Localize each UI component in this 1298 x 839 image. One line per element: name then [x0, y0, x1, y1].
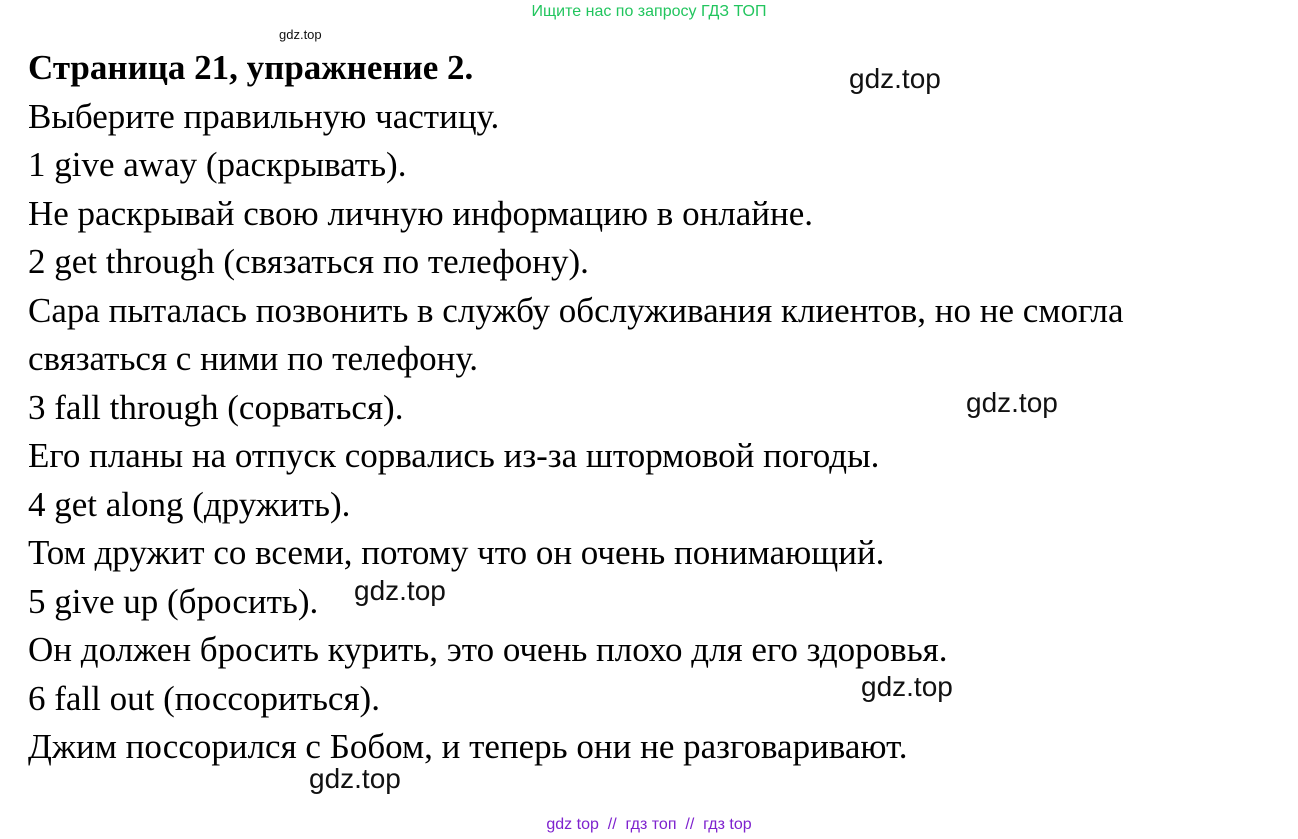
- item-1-phrase: 1 give away (раскрывать).: [28, 145, 407, 184]
- exercise-instruction: Выберите правильную частицу.: [28, 96, 500, 136]
- watermark: gdz.top: [849, 63, 941, 94]
- item-4-sentence: Том дружит со всеми, потому что он очень понимающий.: [28, 533, 885, 572]
- item-6-sentence: Джим поссорился с Бобом, и теперь они не разговаривают.: [28, 727, 908, 766]
- item-2-sentence-part-1: Сара пыталась позвонить в службу обслуживания клиентов, но не смогла: [28, 290, 1124, 330]
- item-3-sentence: Его планы на отпуск сорвались из-за штормовой погоды.: [28, 436, 880, 475]
- item-6-phrase: 6 fall out (поссориться).: [28, 678, 380, 718]
- exercise-title: Страница 21, упражнение 2.: [28, 48, 474, 87]
- watermark: gdz.top: [966, 387, 1058, 418]
- watermark: gdz.top: [279, 27, 322, 42]
- item-1-sentence: Не раскрывай свою личную информацию в онлайне.: [28, 193, 814, 233]
- footer-links: gdz top // гдз топ // гдз top: [546, 816, 752, 833]
- item-2-phrase: 2 get through (связаться по телефону).: [28, 242, 589, 281]
- watermark: gdz.top: [354, 575, 446, 606]
- exercise-document: [28, 44, 1290, 772]
- item-2-sentence-part-2: связаться с ними по телефону.: [28, 339, 479, 378]
- watermark: gdz.top: [861, 671, 953, 702]
- item-5-phrase: 5 give up (бросить).: [28, 581, 319, 621]
- watermark: gdz.top: [309, 763, 401, 794]
- item-5-sentence: Он должен бросить курить, это очень плохо для его здоровья.: [28, 630, 948, 669]
- item-4-phrase: 4 get along (дружить).: [28, 484, 351, 524]
- search-hint-banner: Ищите нас по запросу ГДЗ ТОП: [531, 3, 767, 20]
- item-3-phrase: 3 fall through (сорваться).: [28, 387, 404, 427]
